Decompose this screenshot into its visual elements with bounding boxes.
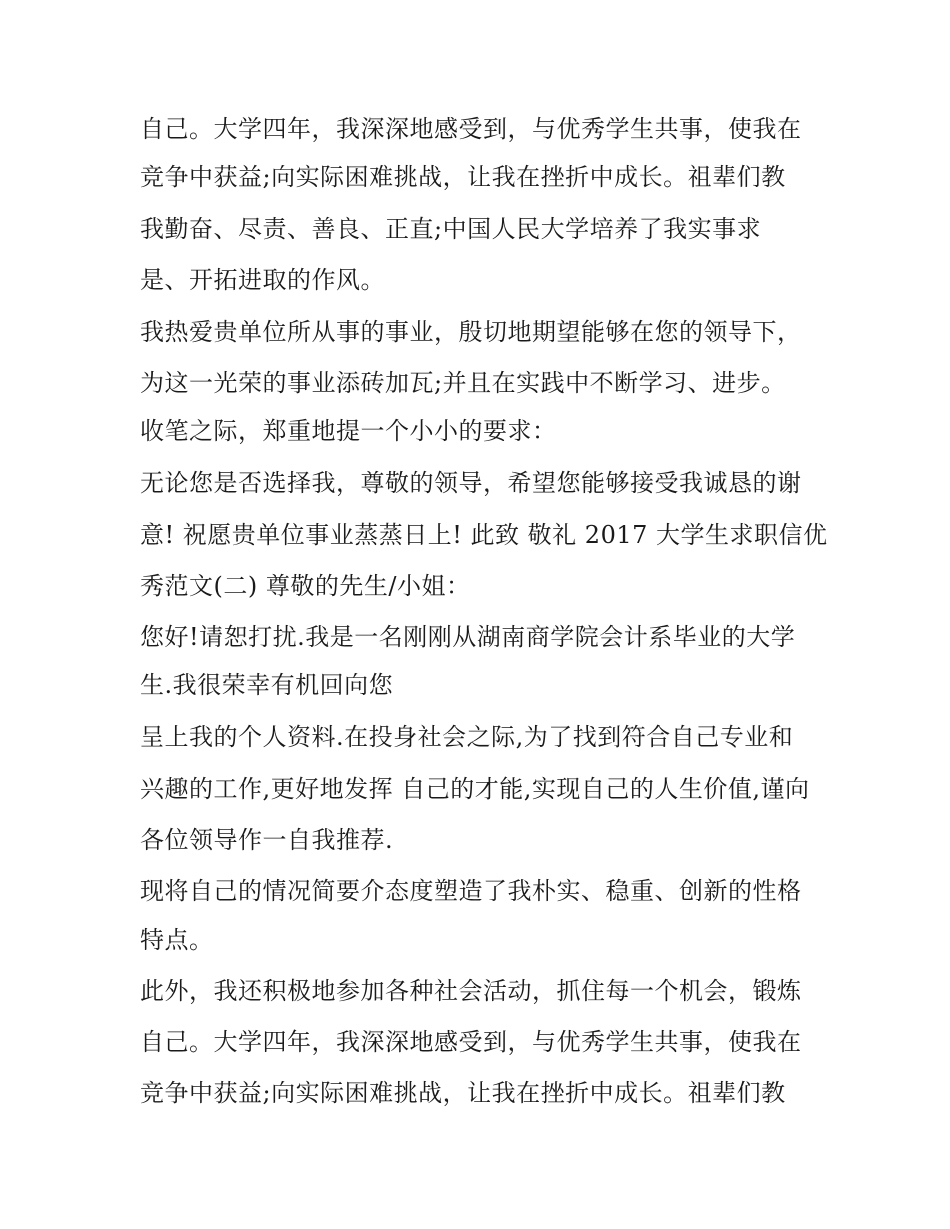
text-line: 竞争中获益;向实际困难挑战，让我在挫折中成长。祖辈们教 (140, 163, 786, 191)
text-line: 收笔之际，郑重地提一个小小的要求： (140, 417, 557, 445)
text-line: 我勤奋、尽责、善良、正直;中国人民大学培养了我实事求 (140, 215, 762, 243)
text-line: 您好!请恕打扰.我是一名刚刚从湖南商学院会计系毕业的大学 (140, 623, 796, 651)
text-line: 竞争中获益;向实际困难挑战，让我在挫折中成长。祖辈们教 (140, 1079, 786, 1107)
text-line: 是、开拓进取的作风。 (140, 266, 385, 294)
text-line: 我热爱贵单位所从事的事业，殷切地期望能够在您的领导下， (140, 318, 802, 346)
text-line: 各位领导作一自我推荐. (140, 826, 394, 854)
text-line: 特点。 (140, 926, 214, 954)
text-line: 为这一光荣的事业添砖加瓦;并且在实践中不断学习、进步。 (140, 369, 786, 397)
text-line: 意! 祝愿贵单位事业蒸蒸日上! 此致 敬礼 2017 大学生求职信优 (140, 521, 828, 549)
text-line: 秀范文(二) 尊敬的先生/小姐： (140, 572, 471, 600)
text-line: 此外，我还积极地参加各种社会活动，抓住每一个机会，锻炼 (140, 977, 802, 1005)
text-line: 兴趣的工作,更好地发挥 自己的才能,实现自己的人生价值,谨向 (140, 775, 810, 803)
text-line: 自己。大学四年，我深深地感受到，与优秀学生共事，使我在 (140, 115, 802, 143)
text-line: 自己。大学四年，我深深地感受到，与优秀学生共事，使我在 (140, 1028, 802, 1056)
text-line: 生.我很荣幸有机回向您 (140, 671, 394, 699)
text-line: 无论您是否选择我，尊敬的领导，希望您能够接受我诚恳的谢 (140, 469, 802, 497)
text-line: 呈上我的个人资料.在投身社会之际,为了找到符合自己专业和 (140, 723, 794, 751)
text-line: 现将自己的情况简要介态度塑造了我朴实、稳重、创新的性格 (140, 877, 802, 905)
